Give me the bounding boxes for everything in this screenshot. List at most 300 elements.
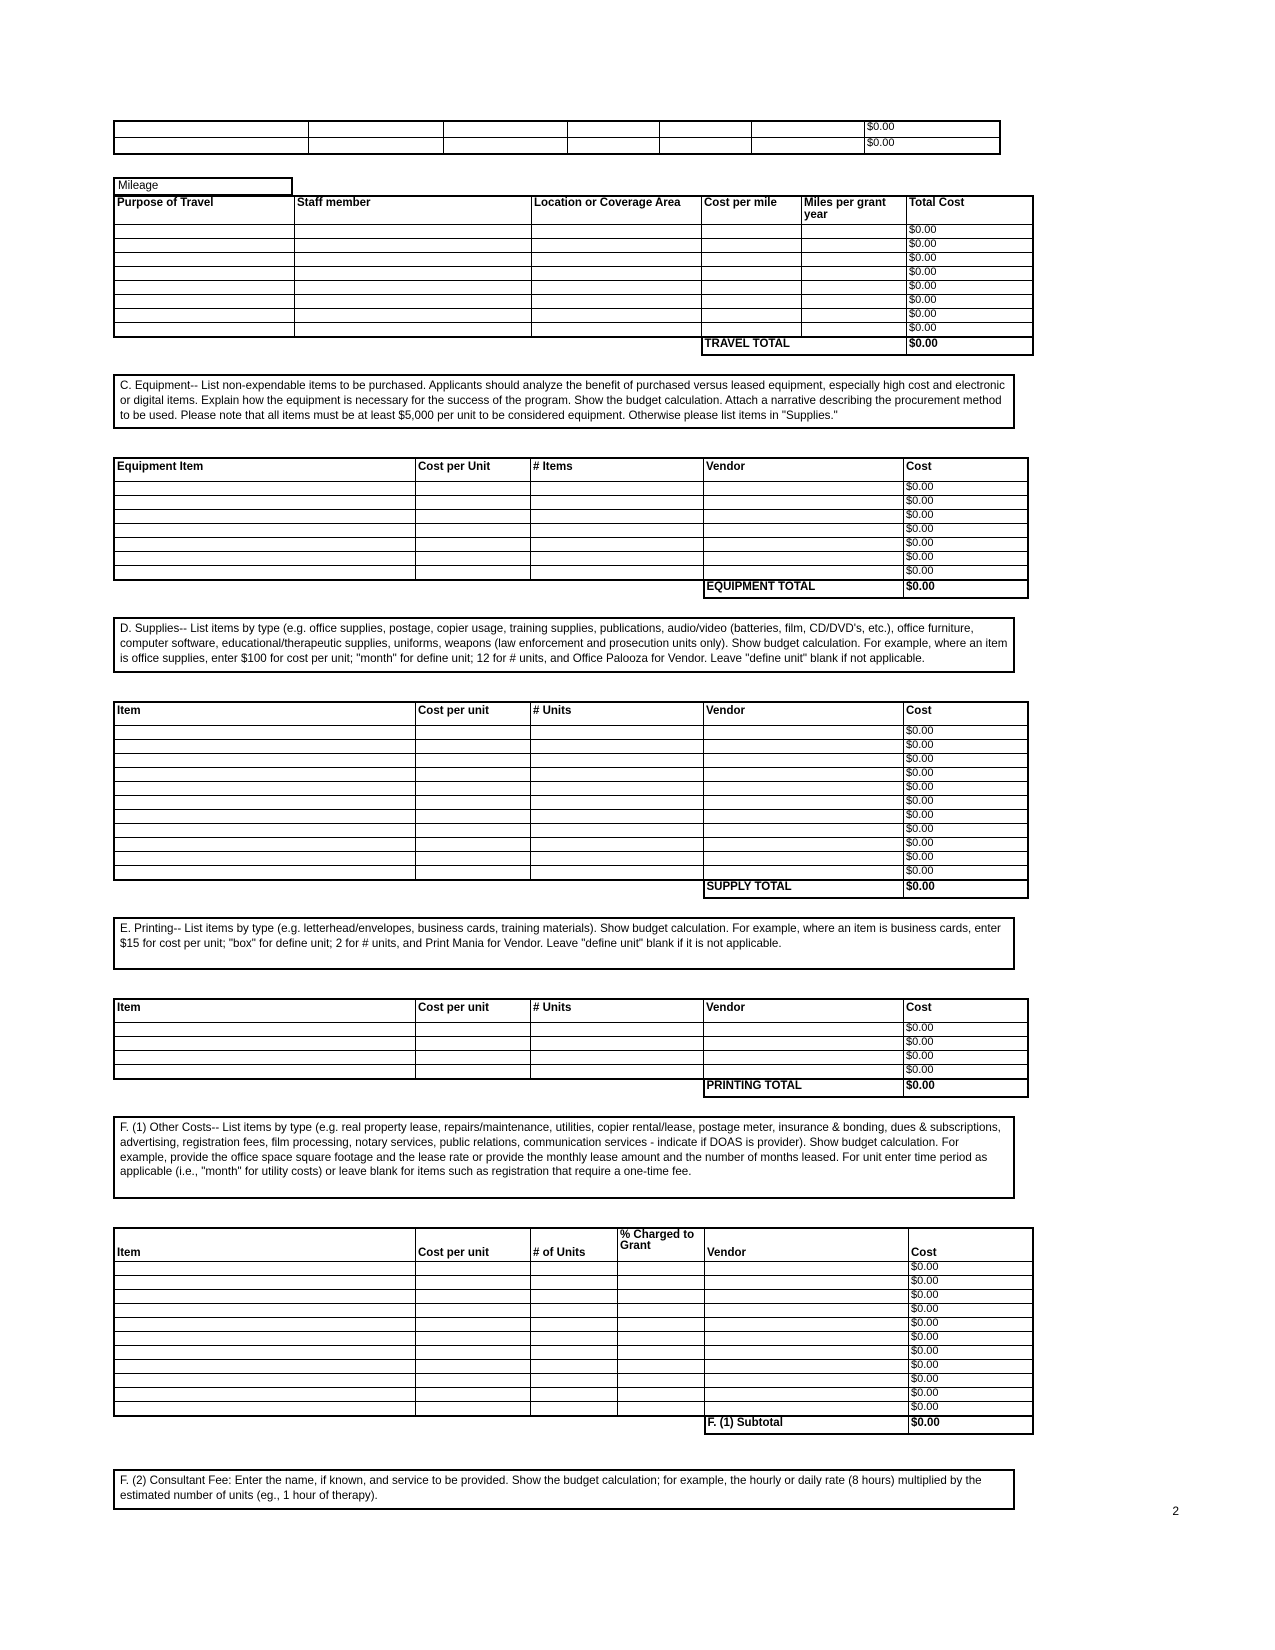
data-cell [114, 1036, 416, 1050]
printing-table-body [114, 999, 1028, 1097]
cost-cell: $0.00 [907, 295, 1034, 309]
table-row [114, 1275, 1033, 1289]
table-row [114, 725, 1028, 739]
data-cell [416, 767, 531, 781]
data-cell [705, 1345, 909, 1359]
section-f1-instructions [113, 1116, 1015, 1199]
data-cell [618, 1317, 705, 1331]
column-header: Cost [909, 1228, 1034, 1262]
data-cell [568, 121, 660, 138]
data-cell [618, 1373, 705, 1387]
cost-cell: $0.00 [904, 566, 1029, 581]
total-row [114, 337, 1033, 355]
data-cell [702, 309, 802, 323]
total-row [114, 880, 1028, 898]
data-cell [114, 482, 416, 496]
column-header: Cost [904, 702, 1029, 726]
table-row [114, 524, 1028, 538]
table-row [114, 225, 1033, 239]
data-cell [416, 1022, 531, 1036]
table-header-row [114, 999, 1028, 1023]
supplies-table [113, 701, 1029, 899]
data-cell [532, 295, 702, 309]
data-cell [618, 1331, 705, 1345]
cost-cell: $0.00 [904, 809, 1029, 823]
table-row [114, 121, 1000, 138]
data-cell [531, 767, 704, 781]
data-cell [114, 1317, 416, 1331]
data-cell [416, 851, 531, 865]
data-cell [114, 281, 295, 295]
data-cell [416, 524, 531, 538]
cost-cell: $0.00 [907, 253, 1034, 267]
data-cell [114, 837, 416, 851]
spacer-cell [114, 337, 702, 355]
column-header: Item [114, 1228, 416, 1262]
data-cell [705, 1331, 909, 1345]
table-row [114, 1387, 1033, 1401]
data-cell [114, 1345, 416, 1359]
data-cell [531, 1275, 618, 1289]
table-row [114, 809, 1028, 823]
equipment-total-label: EQUIPMENT TOTAL [704, 580, 904, 598]
data-cell [416, 725, 531, 739]
data-cell [705, 1303, 909, 1317]
section-d-text: D. Supplies-- List items by type (e.g. office supplies, postage, copier usage, training supplies, publications, audio/video (batteries, film, CD/DVD's, etc.), office furniture, computer software, educational/therapeutic supplies, uniforms, weapons (law enforcement and prosecution units only). Show budget calculation. For example, where an item is office supplies, enter $100 for cost per unit; "month" for define unit; 12 for # units, and Office Palooza for Vendor. Leave "define unit" blank if not applicable. [120, 622, 1008, 666]
data-cell [531, 1303, 618, 1317]
data-cell [704, 524, 904, 538]
data-cell [659, 121, 751, 138]
data-cell [114, 121, 309, 138]
data-cell [531, 1345, 618, 1359]
data-cell [416, 1401, 531, 1416]
data-cell [704, 781, 904, 795]
top-table-body [114, 121, 1000, 154]
table-row [114, 767, 1028, 781]
table-row [114, 1064, 1028, 1079]
data-cell [704, 510, 904, 524]
section-c-instructions [113, 374, 1015, 429]
column-header: Vendor [704, 702, 904, 726]
data-cell [114, 566, 416, 581]
data-cell [114, 552, 416, 566]
data-cell [704, 753, 904, 767]
data-cell [416, 1050, 531, 1064]
data-cell [802, 253, 907, 267]
cost-cell: $0.00 [907, 323, 1034, 338]
cost-cell: $0.00 [907, 267, 1034, 281]
cost-cell: $0.00 [909, 1261, 1034, 1275]
cost-cell: $0.00 [907, 225, 1034, 239]
data-cell [618, 1303, 705, 1317]
data-cell [114, 295, 295, 309]
equipment-table [113, 457, 1029, 599]
data-cell [114, 1387, 416, 1401]
data-cell [114, 753, 416, 767]
data-cell [704, 1064, 904, 1079]
data-cell [702, 225, 802, 239]
data-cell [416, 1303, 531, 1317]
data-cell [114, 323, 295, 338]
table-row [114, 496, 1028, 510]
data-cell [416, 1331, 531, 1345]
column-header: # Items [531, 458, 704, 482]
data-cell [702, 267, 802, 281]
data-cell [531, 1373, 618, 1387]
column-header: Total Cost [907, 196, 1034, 225]
data-cell [531, 482, 704, 496]
data-cell [532, 281, 702, 295]
data-cell [531, 510, 704, 524]
data-cell [531, 739, 704, 753]
data-cell [531, 851, 704, 865]
equipment-total-value: $0.00 [904, 580, 1029, 598]
mileage-table [113, 195, 1034, 356]
table-row [114, 566, 1028, 581]
cost-cell: $0.00 [909, 1331, 1034, 1345]
top-continuation-table-wrapper [113, 120, 1170, 155]
data-cell [295, 323, 532, 338]
data-cell [705, 1261, 909, 1275]
cost-cell: $0.00 [904, 1036, 1029, 1050]
total-row [114, 1079, 1028, 1097]
cost-cell: $0.00 [904, 795, 1029, 809]
column-header: Equipment Item [114, 458, 416, 482]
data-cell [532, 309, 702, 323]
data-cell [531, 1331, 618, 1345]
data-cell [295, 295, 532, 309]
column-header: # of Units [531, 1228, 618, 1262]
data-cell [114, 809, 416, 823]
column-header: # Units [531, 999, 704, 1023]
data-cell [705, 1401, 909, 1416]
data-cell [618, 1261, 705, 1275]
data-cell [618, 1387, 705, 1401]
data-cell [114, 138, 309, 155]
data-cell [531, 1064, 704, 1079]
data-cell [704, 809, 904, 823]
data-cell [568, 138, 660, 155]
data-cell [531, 837, 704, 851]
data-cell [114, 524, 416, 538]
cost-cell: $0.00 [904, 725, 1029, 739]
table-row [114, 753, 1028, 767]
data-cell [618, 1289, 705, 1303]
data-cell [114, 309, 295, 323]
supply-total-value: $0.00 [904, 880, 1029, 898]
data-cell [114, 253, 295, 267]
table-row [114, 1359, 1033, 1373]
data-cell [295, 309, 532, 323]
column-header: # Units [531, 702, 704, 726]
data-cell [416, 823, 531, 837]
data-cell [531, 496, 704, 510]
data-cell [295, 267, 532, 281]
cost-cell: $0.00 [904, 510, 1029, 524]
data-cell [416, 865, 531, 880]
data-cell [704, 538, 904, 552]
table-row [114, 1331, 1033, 1345]
data-cell [531, 1050, 704, 1064]
data-cell [531, 753, 704, 767]
data-cell [531, 1401, 618, 1416]
data-cell [705, 1387, 909, 1401]
total-row [114, 1416, 1033, 1434]
cost-cell: $0.00 [904, 1050, 1029, 1064]
cost-cell: $0.00 [909, 1345, 1034, 1359]
cost-cell: $0.00 [904, 851, 1029, 865]
data-cell [702, 295, 802, 309]
data-cell [114, 1359, 416, 1373]
data-cell [531, 1387, 618, 1401]
table-row [114, 253, 1033, 267]
data-cell [705, 1317, 909, 1331]
page-number: 2 [1172, 1504, 1179, 1518]
supplies-table-body [114, 702, 1028, 898]
mileage-table-body [114, 196, 1033, 355]
data-cell [532, 323, 702, 338]
table-row [114, 309, 1033, 323]
section-c-text: C. Equipment-- List non-expendable items to be purchased. Applicants should analyze the benefit of purchased versus leased equipment, especially high cost and electronic or digital items. Explain how the equipment is necessary for the success of the program. Show the budget calculation. Attach a narrative describing the procurement method to be used. Please note that all items must be at least $5,000 per unit to be considered equipment. Otherwise please list items in "Supplies." [120, 379, 1005, 422]
data-cell [704, 1036, 904, 1050]
column-header: Vendor [705, 1228, 909, 1262]
data-cell [114, 496, 416, 510]
column-header: Item [114, 999, 416, 1023]
data-cell [531, 566, 704, 581]
data-cell [802, 267, 907, 281]
data-cell [531, 781, 704, 795]
cost-cell: $0.00 [909, 1373, 1034, 1387]
data-cell [416, 1317, 531, 1331]
spacer-cell [114, 580, 704, 598]
cost-cell: $0.00 [909, 1359, 1034, 1373]
data-cell [531, 725, 704, 739]
table-row [114, 739, 1028, 753]
data-cell [416, 1275, 531, 1289]
cost-cell: $0.00 [904, 538, 1029, 552]
cost-cell: $0.00 [904, 496, 1029, 510]
data-cell [416, 566, 531, 581]
data-cell [114, 795, 416, 809]
table-row [114, 1289, 1033, 1303]
data-cell [114, 851, 416, 865]
data-cell [114, 510, 416, 524]
data-cell [295, 281, 532, 295]
total-row [114, 580, 1028, 598]
column-header: % Charged to Grant [618, 1228, 705, 1262]
column-header: Cost per Unit [416, 458, 531, 482]
data-cell [114, 1331, 416, 1345]
data-cell [416, 1345, 531, 1359]
data-cell [416, 496, 531, 510]
table-row [114, 281, 1033, 295]
data-cell [704, 496, 904, 510]
data-cell [416, 1261, 531, 1275]
data-cell [114, 225, 295, 239]
cost-cell: $0.00 [904, 524, 1029, 538]
data-cell [802, 281, 907, 295]
data-cell [704, 851, 904, 865]
column-header: Item [114, 702, 416, 726]
data-cell [114, 538, 416, 552]
data-cell [702, 239, 802, 253]
data-cell [531, 865, 704, 880]
data-cell [114, 865, 416, 880]
data-cell [751, 138, 864, 155]
section-f2-instructions [113, 1469, 1015, 1510]
data-cell [114, 767, 416, 781]
top-continuation-table [113, 120, 1001, 155]
data-cell [531, 809, 704, 823]
data-cell [416, 1373, 531, 1387]
table-row [114, 1022, 1028, 1036]
column-header: Vendor [704, 458, 904, 482]
section-f2-text: F. (2) Consultant Fee: Enter the name, if known, and service to be provided. Show the budget calculation; for example, the hourly or daily rate (8 hours) multiplied by the estimated number of units (eg., 1 hour of therapy). [120, 1473, 982, 1502]
data-cell [531, 1317, 618, 1331]
section-d-instructions [113, 617, 1015, 672]
data-cell [702, 281, 802, 295]
data-cell [705, 1373, 909, 1387]
table-row [114, 138, 1000, 155]
cost-cell: $0.00 [904, 837, 1029, 851]
data-cell [114, 1401, 416, 1416]
cost-cell: $0.00 [907, 281, 1034, 295]
table-row [114, 1373, 1033, 1387]
table-row [114, 851, 1028, 865]
table-row [114, 795, 1028, 809]
cost-cell: $0.00 [909, 1275, 1034, 1289]
data-cell [416, 482, 531, 496]
data-cell [705, 1289, 909, 1303]
data-cell [704, 837, 904, 851]
data-cell [531, 1036, 704, 1050]
table-row [114, 510, 1028, 524]
data-cell [114, 1373, 416, 1387]
data-cell [114, 739, 416, 753]
data-cell [704, 795, 904, 809]
table-header-row [114, 1228, 1033, 1262]
data-cell [416, 739, 531, 753]
travel-total-label: TRAVEL TOTAL [702, 337, 907, 355]
cost-cell: $0.00 [909, 1317, 1034, 1331]
data-cell [416, 538, 531, 552]
data-cell [531, 552, 704, 566]
data-cell [802, 225, 907, 239]
data-cell [532, 225, 702, 239]
table-row [114, 1401, 1033, 1416]
data-cell [802, 239, 907, 253]
travel-total-value: $0.00 [907, 337, 1034, 355]
column-header: Cost per unit [416, 1228, 531, 1262]
cost-cell: $0.00 [904, 552, 1029, 566]
column-header: Cost per unit [416, 999, 531, 1023]
data-cell [295, 225, 532, 239]
data-cell [531, 538, 704, 552]
data-cell [114, 1289, 416, 1303]
data-cell [705, 1359, 909, 1373]
printing-total-value: $0.00 [904, 1079, 1029, 1097]
data-cell [114, 823, 416, 837]
data-cell [659, 138, 751, 155]
table-row [114, 1303, 1033, 1317]
table-row [114, 295, 1033, 309]
data-cell [704, 767, 904, 781]
cost-cell: $0.00 [909, 1303, 1034, 1317]
cost-cell: $0.00 [907, 239, 1034, 253]
table-header-row [114, 702, 1028, 726]
cost-cell: $0.00 [909, 1387, 1034, 1401]
data-cell [416, 552, 531, 566]
table-header-row [114, 458, 1028, 482]
table-row [114, 552, 1028, 566]
spacer-cell [114, 1416, 705, 1434]
table-row [114, 538, 1028, 552]
cost-cell: $0.00 [904, 1064, 1029, 1079]
data-cell [416, 809, 531, 823]
table-row [114, 239, 1033, 253]
supply-total-label: SUPPLY TOTAL [704, 880, 904, 898]
table-row [114, 1036, 1028, 1050]
data-cell [802, 323, 907, 338]
f1-subtotal-value: $0.00 [909, 1416, 1034, 1434]
data-cell [295, 253, 532, 267]
section-e-text: E. Printing-- List items by type (e.g. letterhead/envelopes, business cards, training materials). Show budget calculation. For example, where an item is business cards, enter $15 for cost per unit; "box" for define unit; 2 for # units, and Print Mania for Vendor. Leave "define unit" blank if it is not applicable. [120, 921, 1001, 950]
data-cell [618, 1401, 705, 1416]
data-cell [309, 121, 444, 138]
data-cell [704, 566, 904, 581]
equipment-table-body [114, 458, 1028, 598]
data-cell [702, 253, 802, 267]
data-cell [531, 1022, 704, 1036]
data-cell [416, 510, 531, 524]
data-cell [114, 725, 416, 739]
data-cell [704, 725, 904, 739]
table-row [114, 1317, 1033, 1331]
table-row [114, 1261, 1033, 1275]
data-cell [618, 1359, 705, 1373]
cost-cell: $0.00 [904, 767, 1029, 781]
data-cell [416, 1359, 531, 1373]
cost-cell: $0.00 [904, 739, 1029, 753]
table-row [114, 267, 1033, 281]
data-cell [802, 309, 907, 323]
other-costs-table-body [114, 1228, 1033, 1434]
f1-subtotal-label: F. (1) Subtotal [705, 1416, 909, 1434]
column-header: Cost per mile [702, 196, 802, 225]
data-cell [416, 1036, 531, 1050]
data-cell [532, 267, 702, 281]
section-e-instructions [113, 917, 1015, 970]
table-row [114, 781, 1028, 795]
spacer-cell [114, 1079, 704, 1097]
data-cell [114, 1303, 416, 1317]
data-cell [531, 823, 704, 837]
cost-cell: $0.00 [904, 1022, 1029, 1036]
data-cell [532, 253, 702, 267]
cost-cell: $0.00 [904, 482, 1029, 496]
data-cell [702, 323, 802, 338]
spacer-cell [114, 880, 704, 898]
data-cell [802, 295, 907, 309]
data-cell [751, 121, 864, 138]
cost-cell: $0.00 [904, 865, 1029, 880]
data-cell [531, 1261, 618, 1275]
table-header-row [114, 196, 1033, 225]
data-cell [704, 739, 904, 753]
data-cell [704, 823, 904, 837]
cost-cell: $0.00 [904, 781, 1029, 795]
data-cell [114, 239, 295, 253]
